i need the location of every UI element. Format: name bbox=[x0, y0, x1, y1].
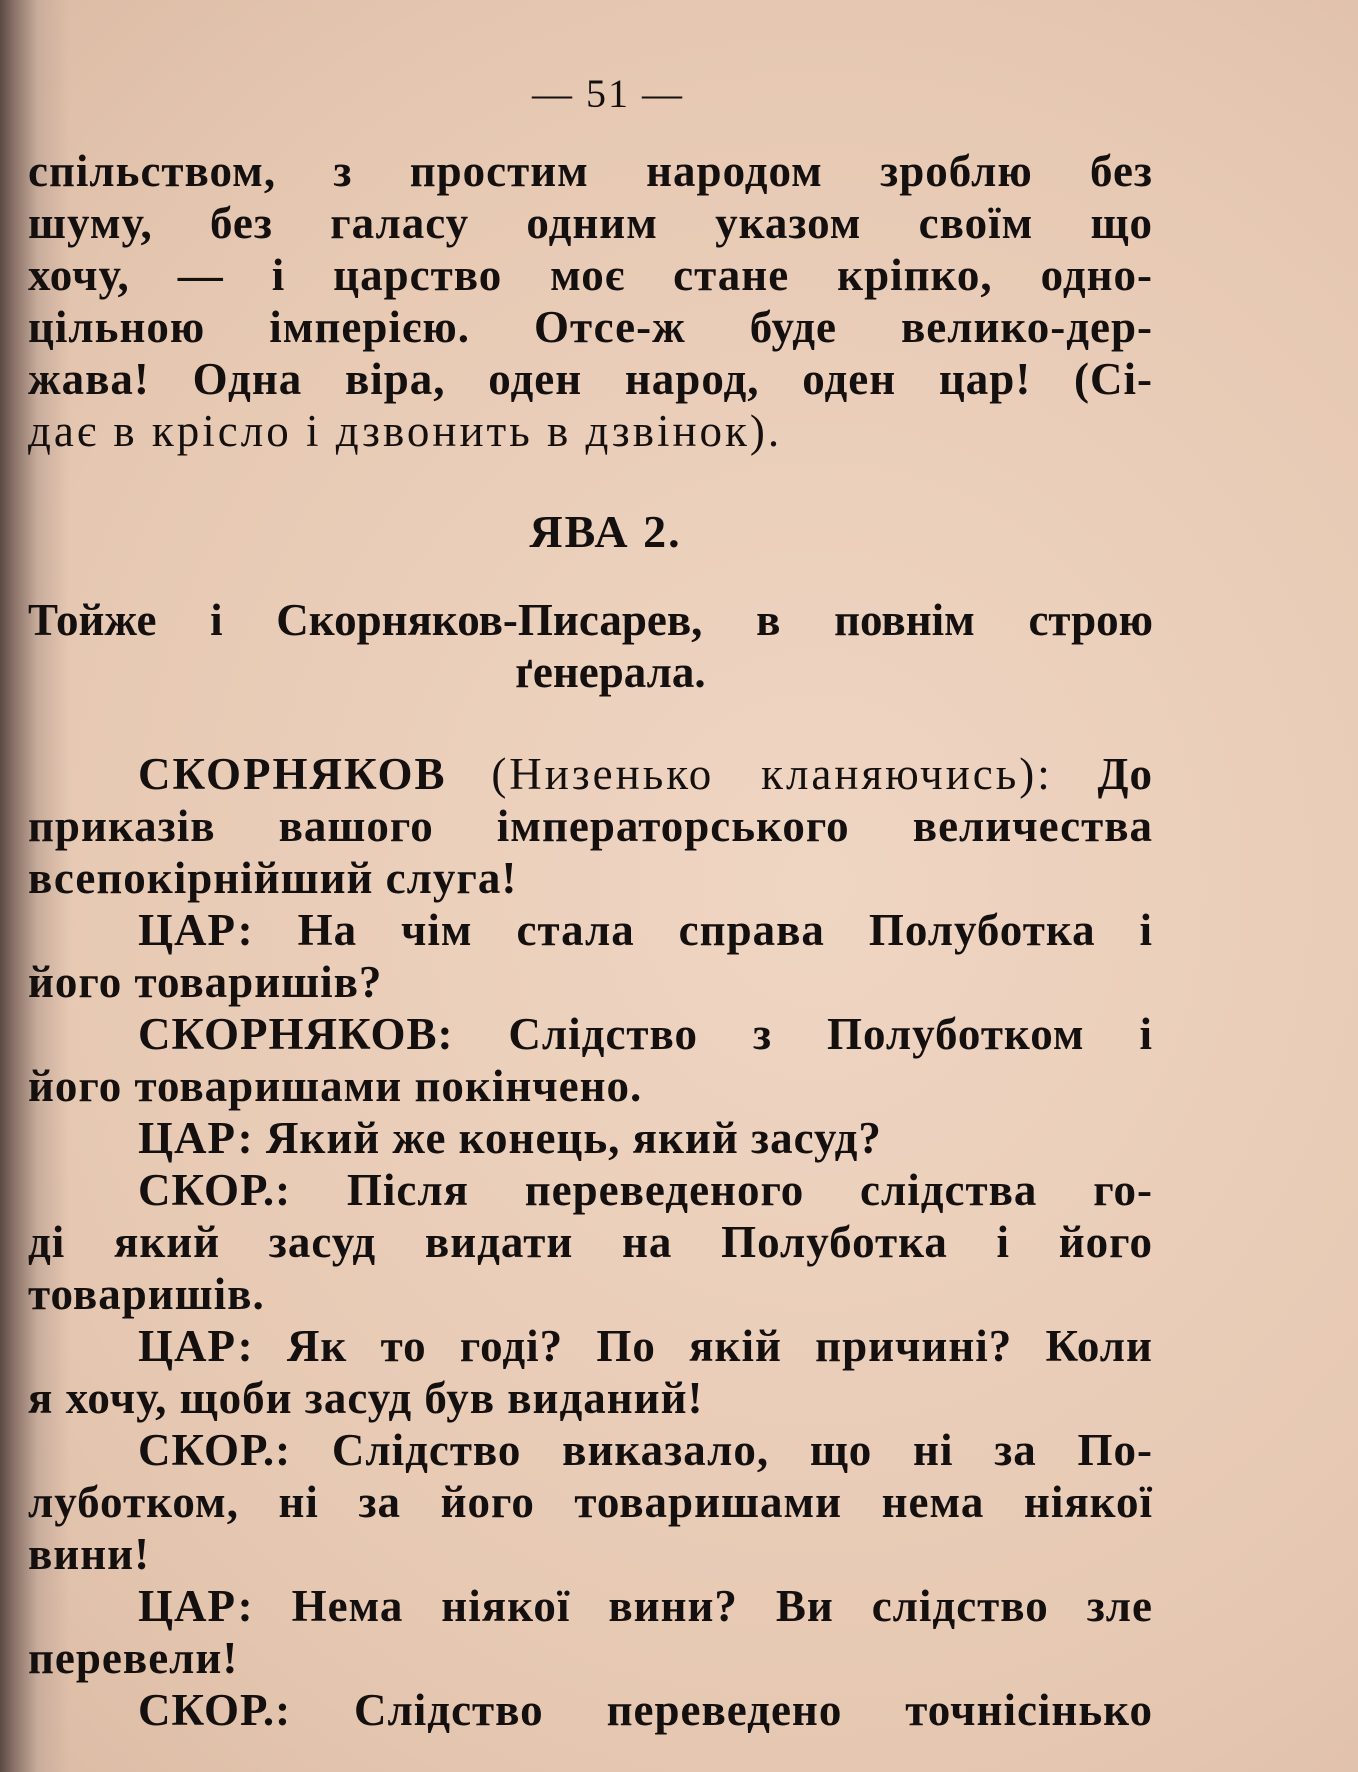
book-page bbox=[28, 70, 1153, 1736]
dialogue-line: СКОРНЯКОВ: Слідство з Полуботком і bbox=[138, 1009, 1153, 1059]
text-line: жава! Одна віра, оден народ, оден цар! (Сі- bbox=[28, 354, 1153, 404]
text-line: шуму, без галасу одним указом своїм що bbox=[28, 198, 1153, 248]
speaker-name: СКОРНЯКОВ bbox=[138, 749, 447, 799]
dialogue-line: вини! bbox=[28, 1529, 151, 1579]
text-line: хочу, — і царство моє стане кріпко, одно- bbox=[28, 250, 1153, 300]
dialogue-line: ЦАР: На чім стала справа Полуботка і bbox=[138, 905, 1153, 955]
dialogue-line bbox=[28, 748, 1153, 800]
page-number bbox=[63, 70, 1153, 117]
dialogue-line: СКОР.: Після переведеного слідства го- bbox=[138, 1165, 1153, 1215]
opening-paragraph bbox=[28, 145, 1153, 457]
dialogue-line: ЦАР: Як то годі? По якій причині? Коли bbox=[138, 1321, 1153, 1371]
dialogue-line: товаришів. bbox=[28, 1269, 265, 1319]
cast-list bbox=[28, 594, 1153, 698]
scene-title: ЯВА 2. bbox=[529, 506, 682, 557]
dialogue-line: СКОР.: Слідство переведено точнісінько bbox=[138, 1685, 1153, 1735]
dialogue-line: його товаришів? bbox=[28, 957, 383, 1007]
text-line: спільством, з простим народом зроблю без bbox=[28, 146, 1153, 196]
dialogue-line: СКОР.: Слідство виказало, що ні за По- bbox=[138, 1425, 1153, 1475]
dialogue-line: ЦАР: Нема ніякої вини? Ви слідство зле bbox=[138, 1581, 1153, 1631]
dialogue-line: ді який засуд видати на Полуботка і його bbox=[28, 1217, 1153, 1267]
dialogue-line: ЦАР: Який же конець, який засуд? bbox=[138, 1113, 882, 1163]
stage-direction: дає в крісло і дзвонить в дзвінок). bbox=[28, 406, 783, 456]
speech-text: До bbox=[1097, 749, 1154, 799]
page-number-value: 51 bbox=[586, 71, 630, 116]
dialogue-line: приказів вашого імператорського величества bbox=[28, 801, 1153, 851]
dialogue bbox=[28, 748, 1153, 1736]
page-number-dash-left: — bbox=[532, 71, 574, 116]
stage-direction: (Низенько кланяючись): bbox=[491, 749, 1053, 799]
dialogue-line: перевели! bbox=[28, 1633, 239, 1683]
dialogue-line: луботком, ні за його товаришами нема ніякої bbox=[28, 1477, 1153, 1527]
cast-line: ґенерала. bbox=[515, 647, 706, 697]
dialogue-line: всепокірнійший слуга! bbox=[28, 853, 518, 903]
dialogue-line: його товаришами покінчено. bbox=[28, 1061, 643, 1111]
dialogue-line: я хочу, щоби засуд був виданий! bbox=[28, 1373, 704, 1423]
text-line: цільною імперією. Отсе-ж буде велико-дер- bbox=[28, 302, 1153, 352]
page-number-dash-right: — bbox=[642, 71, 684, 116]
cast-line: Тойже і Скорняков-Писарев, в повнім строю bbox=[28, 595, 1153, 645]
